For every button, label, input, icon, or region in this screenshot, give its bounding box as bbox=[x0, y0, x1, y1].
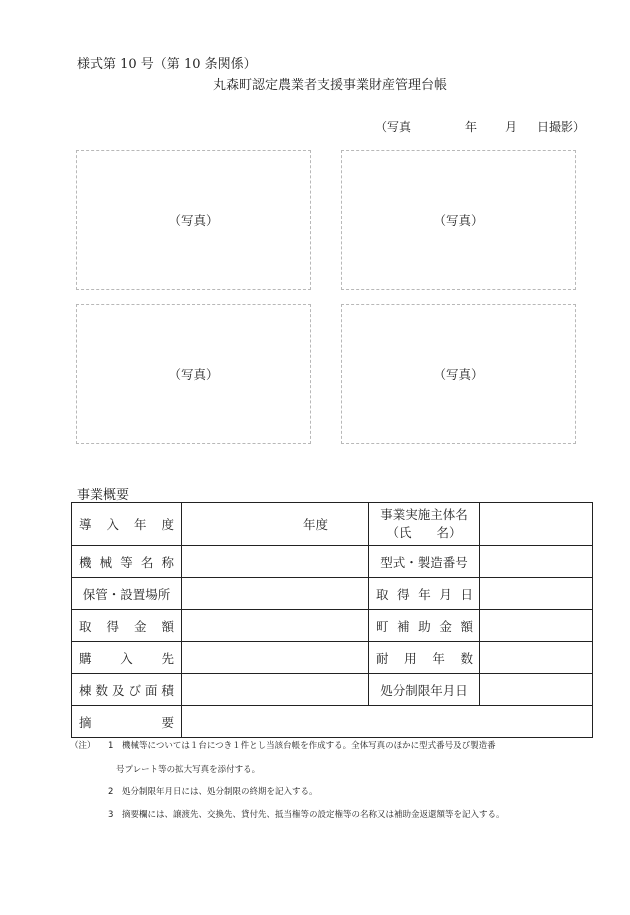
table-row bbox=[72, 706, 593, 738]
page-title: 丸森町認定農業者支援事業財産管理台帳 bbox=[212, 78, 447, 93]
row-value-2[interactable] bbox=[480, 578, 593, 610]
row-label bbox=[72, 674, 182, 706]
photo-placeholder: （写真） bbox=[433, 213, 484, 228]
row-label-2-text bbox=[369, 585, 479, 603]
table-row bbox=[72, 503, 593, 546]
note-1-number: 1 bbox=[108, 741, 114, 751]
row-label-text bbox=[72, 617, 181, 635]
label-char: 先 bbox=[161, 650, 175, 666]
row-label-text bbox=[72, 515, 181, 533]
photo-box-1 bbox=[76, 150, 311, 290]
label-char: 名 bbox=[140, 554, 155, 570]
note-3-number: 3 bbox=[108, 810, 114, 820]
notes-prefix: （注） bbox=[70, 741, 96, 751]
row-value[interactable] bbox=[182, 578, 369, 610]
row-label bbox=[72, 610, 182, 642]
remarks-value[interactable] bbox=[182, 706, 593, 738]
label-char: 年 bbox=[418, 586, 431, 602]
photo-date-line bbox=[375, 118, 585, 135]
form-number: 様式第 10 号（第 10 条関係） bbox=[77, 57, 257, 72]
label-char: 要 bbox=[161, 714, 175, 730]
label-char: 摘 bbox=[79, 714, 93, 730]
photo-box-2 bbox=[341, 150, 576, 290]
label-char: 機 bbox=[79, 554, 93, 570]
label-char: 称 bbox=[161, 554, 175, 570]
photo-date-day: 日撮影） bbox=[537, 120, 586, 134]
photo-date-year: 年 bbox=[465, 120, 478, 134]
row-label-2-text bbox=[369, 617, 479, 635]
row-label-text bbox=[72, 649, 181, 667]
label-char: 用 bbox=[404, 650, 417, 666]
row-value[interactable] bbox=[182, 546, 369, 578]
row-value-2[interactable] bbox=[480, 503, 593, 546]
note-1-line2: 号プレート等の拡大写真を添付する。 bbox=[116, 765, 261, 775]
label-char: 得 bbox=[397, 586, 410, 602]
label-char: 月 bbox=[439, 586, 452, 602]
label-char: 補 bbox=[397, 618, 410, 634]
label-char: 及 bbox=[111, 682, 126, 698]
label-char: 得 bbox=[106, 618, 120, 634]
photo-placeholder: （写真） bbox=[433, 367, 484, 382]
row-label bbox=[72, 706, 182, 738]
row-label bbox=[72, 546, 182, 578]
label-char: 金 bbox=[439, 618, 452, 634]
photo-box-4 bbox=[341, 304, 576, 444]
row-label bbox=[72, 503, 182, 546]
row-label-2 bbox=[369, 610, 480, 642]
row-label-text bbox=[72, 553, 181, 571]
label-char: 械 bbox=[99, 554, 114, 570]
row-label: 保管・設置場所 bbox=[72, 578, 182, 610]
row-value-2[interactable] bbox=[480, 674, 593, 706]
photo-date-open: （写真 bbox=[375, 120, 412, 134]
row-value[interactable] bbox=[182, 642, 369, 674]
row-label-text bbox=[72, 713, 181, 731]
label-char: 額 bbox=[460, 618, 473, 634]
label-char: 度 bbox=[161, 517, 175, 532]
row-label-2 bbox=[369, 642, 480, 674]
table-row bbox=[72, 546, 593, 578]
label-char: 取 bbox=[79, 618, 93, 634]
label-char: 入 bbox=[120, 650, 134, 666]
row-value[interactable] bbox=[182, 674, 369, 706]
row-value[interactable]: 年度 bbox=[182, 503, 369, 546]
photo-date-month: 月 bbox=[505, 120, 518, 134]
table-row bbox=[72, 642, 593, 674]
label-char: 日 bbox=[460, 586, 473, 602]
note-2-number: 2 bbox=[108, 787, 114, 797]
row-label-2-text bbox=[369, 649, 479, 667]
label-char: 耐 bbox=[376, 650, 389, 666]
label-char: 額 bbox=[161, 618, 175, 634]
label-char: び bbox=[128, 682, 142, 698]
section-heading: 事業概要 bbox=[77, 488, 130, 503]
photo-placeholder: （写真） bbox=[168, 367, 219, 382]
table-row bbox=[72, 610, 593, 642]
table-row bbox=[72, 578, 593, 610]
row-value-2[interactable] bbox=[480, 642, 593, 674]
row-label-text bbox=[72, 681, 181, 699]
row-label-2-line1: 事業実施主体名 bbox=[380, 507, 468, 522]
label-char: 積 bbox=[161, 682, 175, 698]
photo-placeholder: （写真） bbox=[168, 213, 219, 228]
row-label-2 bbox=[369, 503, 480, 546]
row-label-2-line2: （氏 名） bbox=[386, 525, 462, 540]
label-char: 数 bbox=[95, 682, 109, 698]
label-char: 取 bbox=[376, 586, 389, 602]
note-3-line1: 摘要欄には、譲渡先、交換先、貸付先、抵当権等の設定権等の名称又は補助金返還額等を記入する。 bbox=[122, 810, 505, 820]
row-value-2[interactable] bbox=[480, 610, 593, 642]
label-char: 面 bbox=[144, 682, 159, 698]
row-label-2: 型式・製造番号 bbox=[369, 546, 480, 578]
note-2-line1: 処分制限年月日には、処分制限の終期を記入する。 bbox=[122, 787, 318, 797]
label-char: 等 bbox=[120, 554, 134, 570]
row-label-2: 処分制限年月日 bbox=[369, 674, 480, 706]
row-value[interactable] bbox=[182, 610, 369, 642]
row-value-2[interactable] bbox=[480, 546, 593, 578]
label-char: 助 bbox=[418, 618, 431, 634]
label-char: 町 bbox=[376, 618, 389, 634]
label-char: 年 bbox=[432, 650, 445, 666]
label-char: 年 bbox=[133, 517, 148, 532]
row-label-2 bbox=[369, 578, 480, 610]
table-row bbox=[72, 674, 593, 706]
note-1-line1: 機械等については１台につき１件とし当該台帳を作成する。全体写真のほかに型式番号及び製造番 bbox=[122, 741, 496, 751]
label-char: 金 bbox=[133, 618, 148, 634]
photo-box-3 bbox=[76, 304, 311, 444]
summary-table bbox=[71, 502, 593, 738]
row-label bbox=[72, 642, 182, 674]
label-char: 数 bbox=[460, 650, 473, 666]
label-char: 棟 bbox=[79, 682, 93, 698]
label-char: 導 bbox=[79, 517, 93, 532]
label-char: 購 bbox=[79, 650, 93, 666]
label-char: 入 bbox=[106, 517, 120, 532]
